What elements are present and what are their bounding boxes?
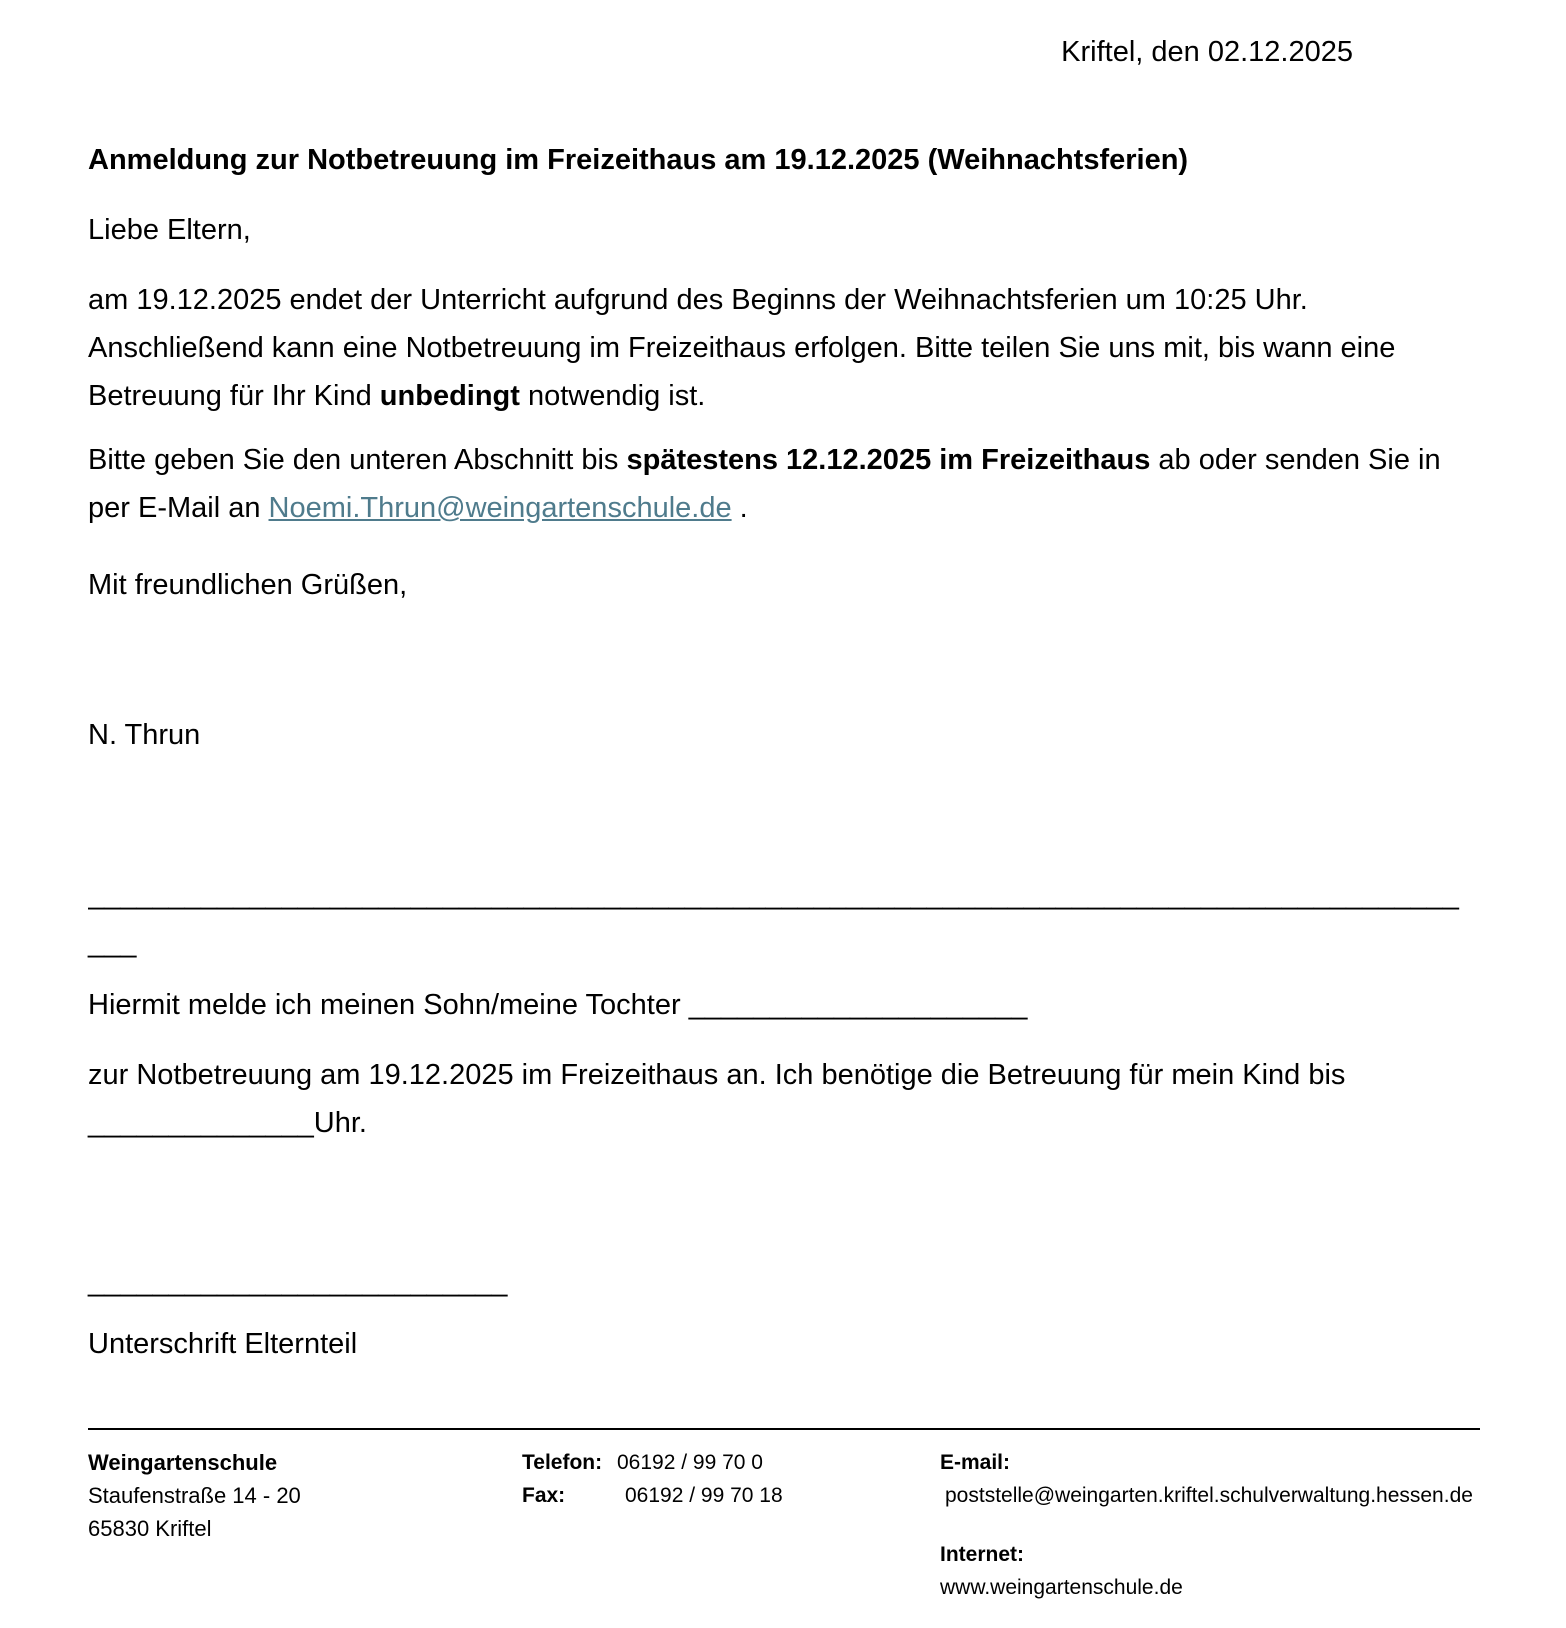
page-title: Anmeldung zur Notbetreuung im Freizeithaus am 19.12.2025 (Weihnachtsferien) (88, 144, 1189, 176)
paragraph-deadline (88, 436, 1478, 532)
form-sentence-pickup-time (88, 1051, 1478, 1147)
parent-signature-label: Unterschrift Elternteil (88, 1328, 358, 1360)
footer-phone-row (522, 1446, 940, 1479)
dateline: Kriftel, den 02.12.2025 (1061, 36, 1353, 68)
tearoff-separator-line: _____________________________________________________________________________________ (88, 879, 1459, 911)
paragraph-deadline-text-mid: ab oder senden Sie in per E-Mail an (88, 444, 1441, 524)
email-link[interactable]: Noemi.Thrun@weingartenschule.de (268, 492, 732, 524)
footer-email-value: poststelle@weingarten.kriftel.schulverwaltung.hessen.de (945, 1484, 1473, 1507)
footer-fax-row (522, 1479, 940, 1512)
footer-internet-label: Internet: (940, 1543, 1024, 1566)
paragraph-deadline-text-end: . (731, 492, 748, 524)
paragraph-deadline-text: Bitte geben Sie den unteren Abschnitt bis (88, 444, 627, 476)
footer-school-name: Weingartenschule (88, 1450, 278, 1475)
letter-footer (88, 1428, 1480, 1604)
footer-phone-column (522, 1446, 940, 1512)
parent-signature-blank: __________________________ (88, 1266, 508, 1298)
signature-name: N. Thrun (88, 719, 201, 751)
footer-online-column (940, 1446, 1480, 1604)
footer-school-city: 65830 Kriftel (88, 1516, 212, 1541)
footer-fax-label: Fax: (522, 1484, 566, 1507)
paragraph-schedule-text-end: notwendig ist. (519, 380, 706, 412)
closing: Mit freundlichen Grüßen, (88, 569, 408, 601)
paragraph-schedule (88, 276, 1478, 420)
footer-school-column (88, 1446, 522, 1545)
footer-school-street: Staufenstraße 14 - 20 (88, 1483, 301, 1508)
paragraph-deadline-emphasis: spätestens 12.12.2025 im Freizeithaus (626, 444, 1151, 476)
paragraph-schedule-text: am 19.12.2025 endet der Unterricht aufgrund des Beginns der Weihnachtsferien um 10:25 Uhr. Anschließend kann eine Notbetreuung im Freizeithaus erfolgen. Bitte teilen Sie uns mit, bis wann eine Betreuung für Ihr Kind (88, 284, 1396, 412)
footer-internet-value: www.weingartenschule.de (940, 1576, 1183, 1599)
footer-phone-value: 06192 / 99 70 0 (617, 1451, 763, 1474)
child-name-blank: _____________________ (688, 989, 1028, 1021)
form-sentence-child-name-text: Hiermit melde ich meinen Sohn/meine Tochter (88, 989, 689, 1021)
salutation: Liebe Eltern, (88, 214, 251, 246)
form-sentence-pickup-time-text: zur Notbetreuung am 19.12.2025 im Freizeithaus an. Ich benötige die Betreuung für mein Kind bis (88, 1059, 1346, 1091)
footer-phone-label: Telefon: (522, 1451, 603, 1474)
paragraph-schedule-emphasis: unbedingt (379, 380, 520, 412)
tearoff-separator-line-wrap: ___ (88, 927, 137, 959)
footer-fax-value: 06192 / 99 70 18 (625, 1484, 783, 1507)
pickup-time-blank: ______________Uhr. (88, 1107, 367, 1139)
footer-email-label: E-mail: (940, 1451, 1011, 1474)
form-sentence-child-name (88, 981, 1478, 1029)
